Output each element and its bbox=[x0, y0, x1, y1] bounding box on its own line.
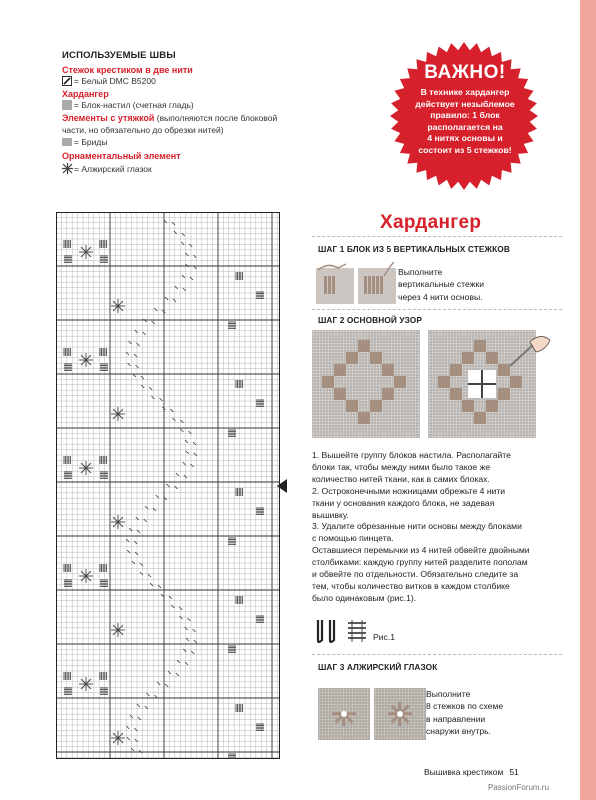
legend-cross-stitch-header: Стежок крестиком в две нити bbox=[62, 65, 193, 75]
step1-fabric-image-2 bbox=[358, 262, 396, 304]
step2-title: ШАГ 2 ОСНОВНОЙ УЗОР bbox=[318, 315, 422, 325]
legend-woven-bars-note2: части, но обязательно до обрезки нитей) bbox=[62, 125, 224, 135]
burst-heading: ВАЖНО! bbox=[424, 62, 506, 83]
step1-text-line: вертикальные стежки bbox=[398, 279, 485, 290]
instruction-line: Оставшиеся перемычки из 4 нитей обвейте двойными bbox=[312, 545, 530, 556]
step1-fabric-image-1 bbox=[316, 262, 354, 304]
instruction-line: 1. Вышейте группу блоков настила. Располагайте bbox=[312, 450, 511, 460]
page-edge-stripe bbox=[580, 0, 596, 800]
satin-block-swatch-icon bbox=[62, 100, 72, 110]
legend-woven-bars-line: = Бриды bbox=[74, 137, 108, 147]
legend-woven-bars-note: (выполняются после блоковой bbox=[154, 113, 278, 123]
legend-eyelet-line: = Алжирский глазок bbox=[74, 164, 152, 174]
burst-line: располагается на bbox=[427, 121, 503, 132]
legend-title: ИСПОЛЬЗУЕМЫЕ ШВЫ bbox=[62, 50, 176, 61]
section-title: Хардангер bbox=[380, 212, 482, 233]
legend-woven-bars-header: Элементы с утяжкой bbox=[62, 113, 155, 123]
algerian-eyelet-swatch-icon bbox=[62, 163, 72, 173]
step3-text-line: 8 стежков по схеме bbox=[426, 701, 504, 712]
footer-magazine-title: Вышивка крестиком bbox=[424, 767, 504, 777]
legend-cross-stitch-line: = Белый DMC B5200 bbox=[74, 76, 156, 86]
burst-line: В технике хардангер bbox=[420, 87, 510, 97]
embroidery-pattern-chart bbox=[56, 212, 280, 759]
step1-title: ШАГ 1 БЛОК ИЗ 5 ВЕРТИКАЛЬНЫХ СТЕЖКОВ bbox=[318, 244, 510, 254]
step3-eyelet-image-2 bbox=[374, 688, 426, 740]
instruction-line: 3. Удалите обрезанные нити основы между блоками bbox=[312, 521, 522, 532]
tweezers-hand-icon bbox=[506, 332, 552, 368]
instruction-line: столбиками: каждую группу нитей разделите пополам bbox=[312, 557, 528, 568]
divider bbox=[312, 654, 562, 655]
step3-eyelet-image-1 bbox=[318, 688, 370, 740]
center-marker-arrow-icon bbox=[277, 479, 287, 493]
instruction-line: блоки так, чтобы между ними было такое же bbox=[312, 461, 491, 472]
burst-line: состоит из 5 стежков! bbox=[418, 144, 512, 155]
legend-hardanger-header: Хардангер bbox=[62, 89, 109, 99]
divider bbox=[312, 309, 562, 310]
instruction-line: было одинаковым (рис.1). bbox=[312, 592, 417, 603]
step3-text-line: Выполните bbox=[426, 689, 471, 699]
footer-page-number: 51 bbox=[509, 767, 519, 777]
instruction-line: и обвейте по отдельности. Обязательно следите за bbox=[312, 569, 519, 580]
burst-line: 4 нитях основы и bbox=[427, 133, 503, 143]
burst-line: правило: 1 блок bbox=[430, 110, 500, 120]
instruction-line: тем, чтобы количество витков в каждом столбике bbox=[312, 580, 510, 591]
step3-text-line: снаружи внутрь. bbox=[426, 726, 492, 737]
instruction-line: количество нитей ткани, как в самих блоках. bbox=[312, 473, 490, 484]
step3-text-line: в направлении bbox=[426, 713, 486, 724]
step1-text-line: через 4 нити основы. bbox=[398, 291, 483, 302]
woven-bars-swatch-icon bbox=[62, 137, 72, 147]
divider bbox=[312, 236, 562, 237]
legend-eyelet-header: Орнаментальный элемент bbox=[62, 151, 181, 161]
instruction-line: с помощью пинцета. bbox=[312, 533, 394, 544]
instruction-line: 2. Остроконечными ножницами обрежьте 4 нити bbox=[312, 485, 506, 496]
cross-stitch-swatch-icon bbox=[62, 76, 72, 86]
instructions-block bbox=[312, 450, 562, 605]
step1-text-line: Выполните bbox=[398, 267, 443, 277]
legend-satin-block-line: = Блок-настил (счетная гладь) bbox=[74, 100, 194, 110]
instruction-line: вышивку. bbox=[312, 509, 349, 520]
instruction-line: ткани у основания каждого блока, не задевая bbox=[312, 497, 495, 508]
watermark: PassionForum.ru bbox=[488, 783, 549, 792]
burst-line: действует незыблемое bbox=[415, 98, 515, 109]
step2-fabric-pattern-1 bbox=[312, 330, 420, 438]
step3-title: ШАГ 3 АЛЖИРСКИЙ ГЛАЗОК bbox=[318, 662, 438, 672]
figure1-label: Рис.1 bbox=[373, 632, 395, 642]
figure1-woven-bars-icon bbox=[314, 620, 370, 644]
